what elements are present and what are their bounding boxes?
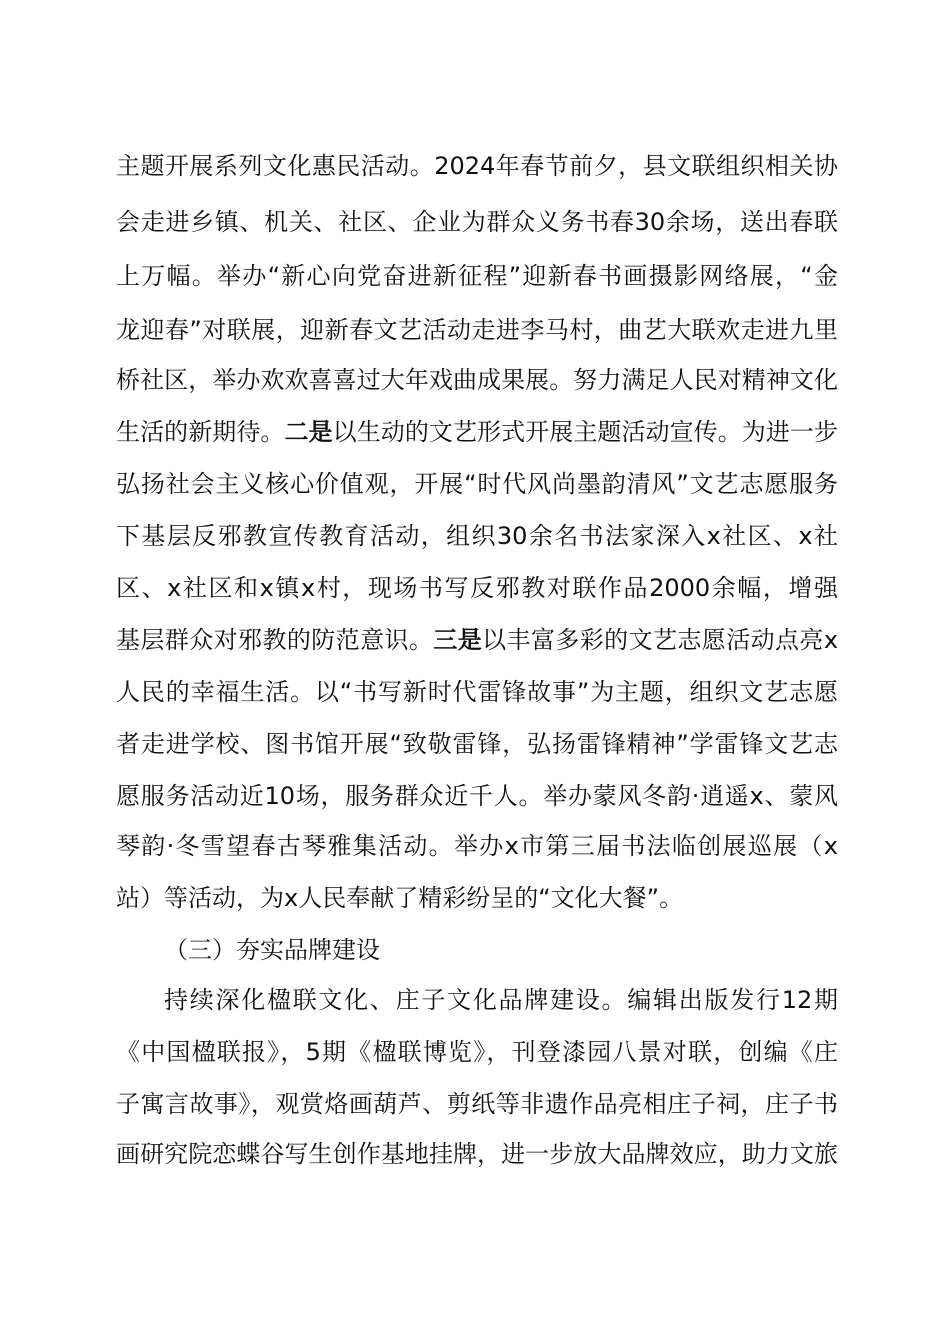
body-line-3: 上万幅。举办“新心向党奋进新征程”迎新春书画摄影网络展，“金: [116, 262, 838, 290]
body-line-5: 桥社区，举办欢欢喜喜过大年戏曲成果展。努力满足人民对精神文化: [116, 366, 838, 394]
text-run: 基层群众对邪教的防范意识。: [116, 626, 434, 654]
body-line-7: 弘扬社会主义核心价值观，开展“时代风尚墨韵清风”文艺志愿服务: [116, 470, 838, 498]
body-line-9: 区、x社区和x镇x村，现场书写反邪教对联作品2000余幅，增强: [116, 574, 838, 602]
body-line-6: [116, 412, 838, 452]
paragraph2-line-3: 子寓言故事》，观赏烙画葫芦、剪纸等非遗作品亮相庄子祠，庄子书: [116, 1090, 838, 1118]
body-line-15: 站）等活动，为x人民奉献了精彩纷呈的“文化大餐”。: [116, 884, 684, 912]
body-line-4: 龙迎春”对联展，迎新春文艺活动走进李马村，曲艺大联欢走进九里: [116, 316, 838, 344]
body-line-14: 琴韵·冬雪望春古琴雅集活动。举办x市第三届书法临创展巡展（x: [116, 832, 838, 860]
body-line-13: 愿服务活动近10场，服务群众近千人。举办蒙风冬韵·逍遥x、蒙风: [116, 782, 838, 810]
body-line-1: 主题开展系列文化惠民活动。2024年春节前夕，县文联组织相关协: [116, 152, 838, 180]
text-run: 生活的新期待。: [116, 418, 285, 446]
body-line-8: 下基层反邪教宣传教育活动，组织30余名书法家深入x社区、x社: [116, 522, 838, 550]
body-line-12: 者走进学校、图书馆开展“致敬雷锋，弘扬雷锋精神”学雷锋文艺志: [116, 730, 838, 758]
body-line-2: 会走进乡镇、机关、社区、企业为群众义务书春30余场，送出春联: [116, 208, 838, 236]
section-heading: （三）夯实品牌建设: [164, 936, 380, 964]
paragraph2-line-2: 《中国楹联报》，5期《楹联博览》，刊登漆园八景对联，创编《庄: [116, 1038, 838, 1066]
text-run: 以生动的文艺形式开展主题活动宣传。为进一步: [332, 418, 838, 446]
body-line-10: [116, 620, 838, 660]
text-run: 以丰富多彩的文艺志愿活动点亮x: [482, 626, 838, 654]
paragraph2-line-4: 画研究院恋蝶谷写生创作基地挂牌，进一步放大品牌效应，助力文旅: [116, 1140, 838, 1168]
paragraph2-line-1: 持续深化楹联文化、庄子文化品牌建设。编辑出版发行12期: [164, 986, 838, 1014]
bold-marker-two: 二是: [284, 418, 333, 446]
bold-marker-three: 三是: [433, 626, 483, 654]
body-line-11: 人民的幸福生活。以“书写新时代雷锋故事”为主题，组织文艺志愿: [116, 678, 838, 706]
